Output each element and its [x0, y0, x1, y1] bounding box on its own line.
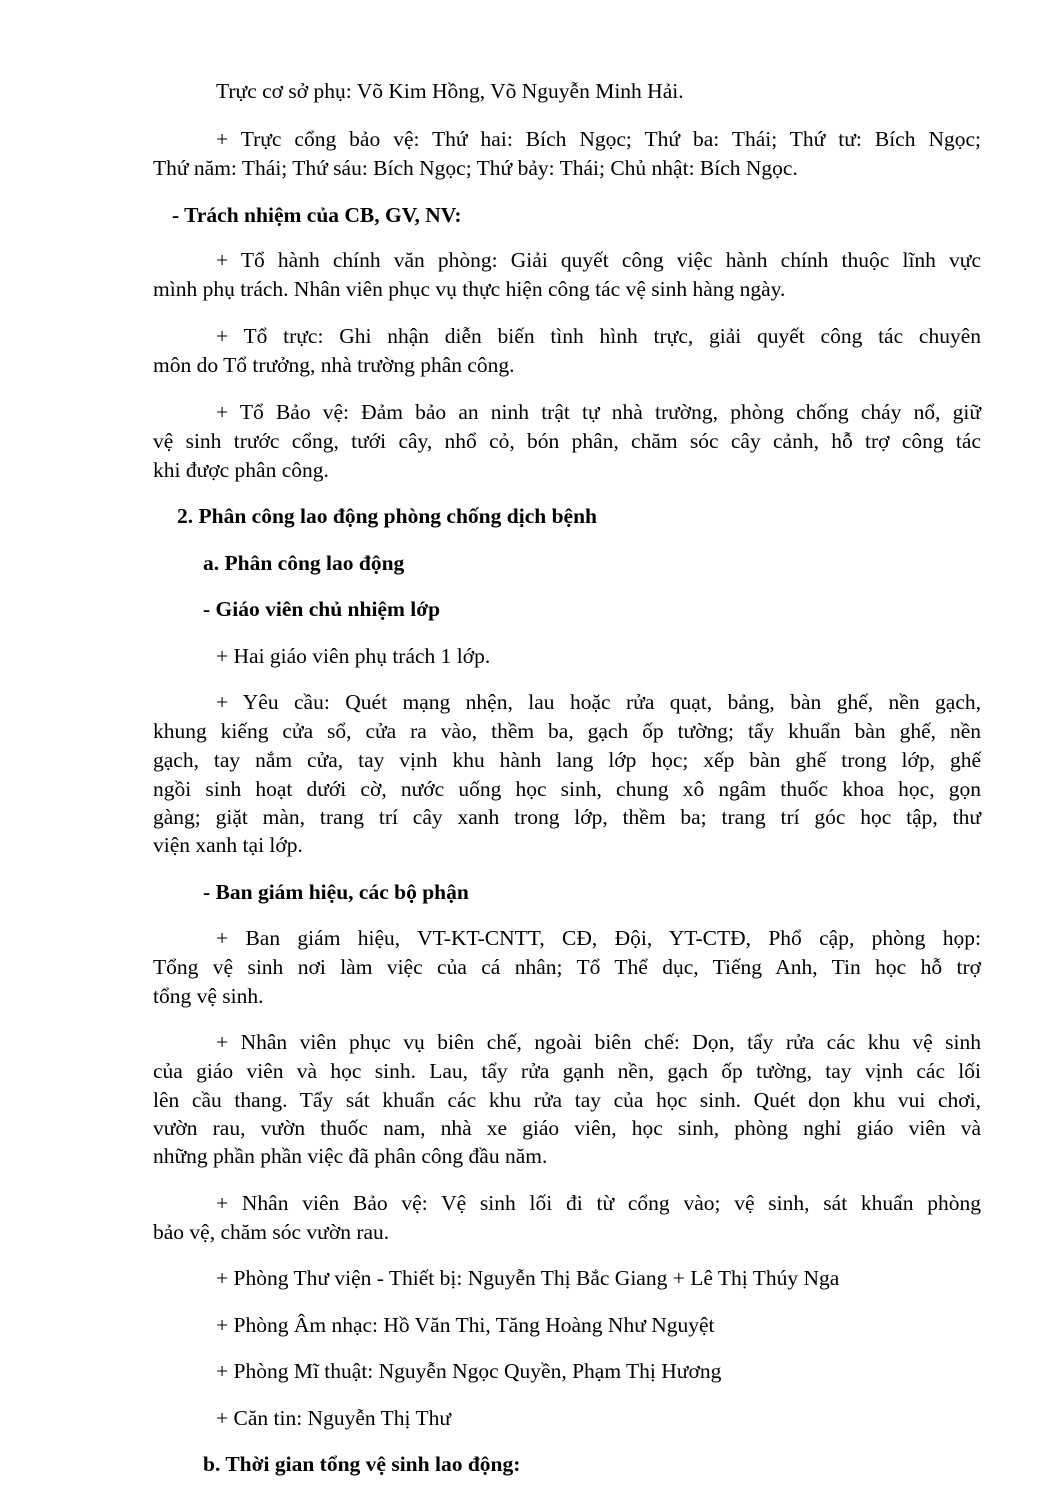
text-line: + Ban giám hiệu, VT-KT-CNTT, CĐ, Đội, YT-CTĐ, Phổ cập, phòng họp:: [216, 926, 981, 950]
text-line: môn do Tổ trưởng, nhà trường phân công.: [153, 353, 515, 377]
text-line: tổng vệ sinh.: [153, 984, 264, 1008]
section-heading: a. Phân công lao động: [203, 551, 405, 575]
text-line: + Phòng Mĩ thuật: Nguyễn Ngọc Quyền, Phạm Thị Hương: [216, 1359, 722, 1383]
text-line: viện xanh tại lớp.: [153, 833, 303, 857]
text-line: vệ sinh trước cổng, tưới cây, nhổ cỏ, bón phân, chăm sóc cây cảnh, hỗ trợ công tác: [153, 429, 981, 453]
text-line: gàng; giặt màn, trang trí cây xanh trong lớp, thềm ba; trang trí góc học tập, thư: [153, 805, 981, 829]
text-line: bảo vệ, chăm sóc vườn rau.: [153, 1220, 390, 1244]
section-heading: b. Thời gian tổng vệ sinh lao động:: [203, 1452, 521, 1476]
text-line: của giáo viên và học sinh. Lau, tẩy rửa gạnh nền, gạch ốp tường, tay vịnh các lối: [153, 1059, 981, 1083]
section-heading: - Giáo viên chủ nhiệm lớp: [203, 597, 441, 621]
text-line: Tổng vệ sinh nơi làm việc của cá nhân; Tổ Thể dục, Tiếng Anh, Tin học hỗ trợ: [153, 955, 981, 979]
text-line: mình phụ trách. Nhân viên phục vụ thực hiện công tác vệ sinh hàng ngày.: [153, 277, 786, 301]
section-heading: 2. Phân công lao động phòng chống dịch bệnh: [177, 504, 597, 528]
text-line: lên cầu thang. Tẩy sát khuẩn các khu rửa tay của học sinh. Quét dọn khu vui chơi,: [153, 1088, 981, 1112]
text-line: + Hai giáo viên phụ trách 1 lớp.: [216, 644, 491, 668]
text-line: Thứ năm: Thái; Thứ sáu: Bích Ngọc; Thứ bảy: Thái; Chủ nhật: Bích Ngọc.: [153, 156, 798, 180]
section-heading: - Trách nhiệm của CB, GV, NV:: [172, 203, 462, 227]
section-heading: - Ban giám hiệu, các bộ phận: [203, 880, 469, 904]
text-line: + Phòng Âm nhạc: Hồ Văn Thi, Tăng Hoàng Như Nguyệt: [216, 1313, 715, 1337]
text-line: gạch, tay nắm cửa, tay vịnh khu hành lang lớp học; xếp bàn ghế trong lớp, ghế: [153, 748, 981, 772]
text-line: ngồi sinh hoạt dưới cờ, nước uống học sinh, chung xô ngâm thuốc khoa học, gọn: [153, 777, 981, 801]
text-line: + Yêu cầu: Quét mạng nhện, lau hoặc rửa quạt, bảng, bàn ghế, nền gạch,: [216, 690, 981, 714]
text-line: + Phòng Thư viện - Thiết bị: Nguyễn Thị Bắc Giang + Lê Thị Thúy Nga: [216, 1266, 840, 1290]
text-line: Trực cơ sở phụ: Võ Kim Hồng, Võ Nguyễn Minh Hải.: [216, 79, 684, 103]
document-page: [153, 0, 981, 1500]
text-line: + Tổ Bảo vệ: Đảm bảo an ninh trật tự nhà trường, phòng chống cháy nổ, giữ: [216, 400, 981, 424]
text-line: khi được phân công.: [153, 458, 329, 482]
text-line: vườn rau, vườn thuốc nam, nhà xe giáo viên, học sinh, phòng nghỉ giáo viên và: [153, 1116, 981, 1140]
text-line: + Tổ hành chính văn phòng: Giải quyết công việc hành chính thuộc lĩnh vực: [216, 248, 981, 272]
text-line: + Nhân viên phục vụ biên chế, ngoài biên chế: Dọn, tẩy rửa các khu vệ sinh: [216, 1030, 981, 1054]
text-line: + Trực cổng bảo vệ: Thứ hai: Bích Ngọc; Thứ ba: Thái; Thứ tư: Bích Ngọc;: [216, 127, 981, 151]
text-line: + Nhân viên Bảo vệ: Vệ sinh lối đi từ cổng vào; vệ sinh, sát khuẩn phòng: [216, 1191, 981, 1215]
text-line: những phần phần việc đã phân công đầu năm.: [153, 1144, 548, 1168]
text-line: + Tổ trực: Ghi nhận diễn biến tình hình trực, giải quyết công tác chuyên: [216, 324, 981, 348]
text-line: + Căn tin: Nguyễn Thị Thư: [216, 1406, 451, 1430]
text-line: khung kiếng cửa sổ, cửa ra vào, thềm ba, gạch ốp tường; tẩy khuẩn bàn ghế, nền: [153, 719, 981, 743]
